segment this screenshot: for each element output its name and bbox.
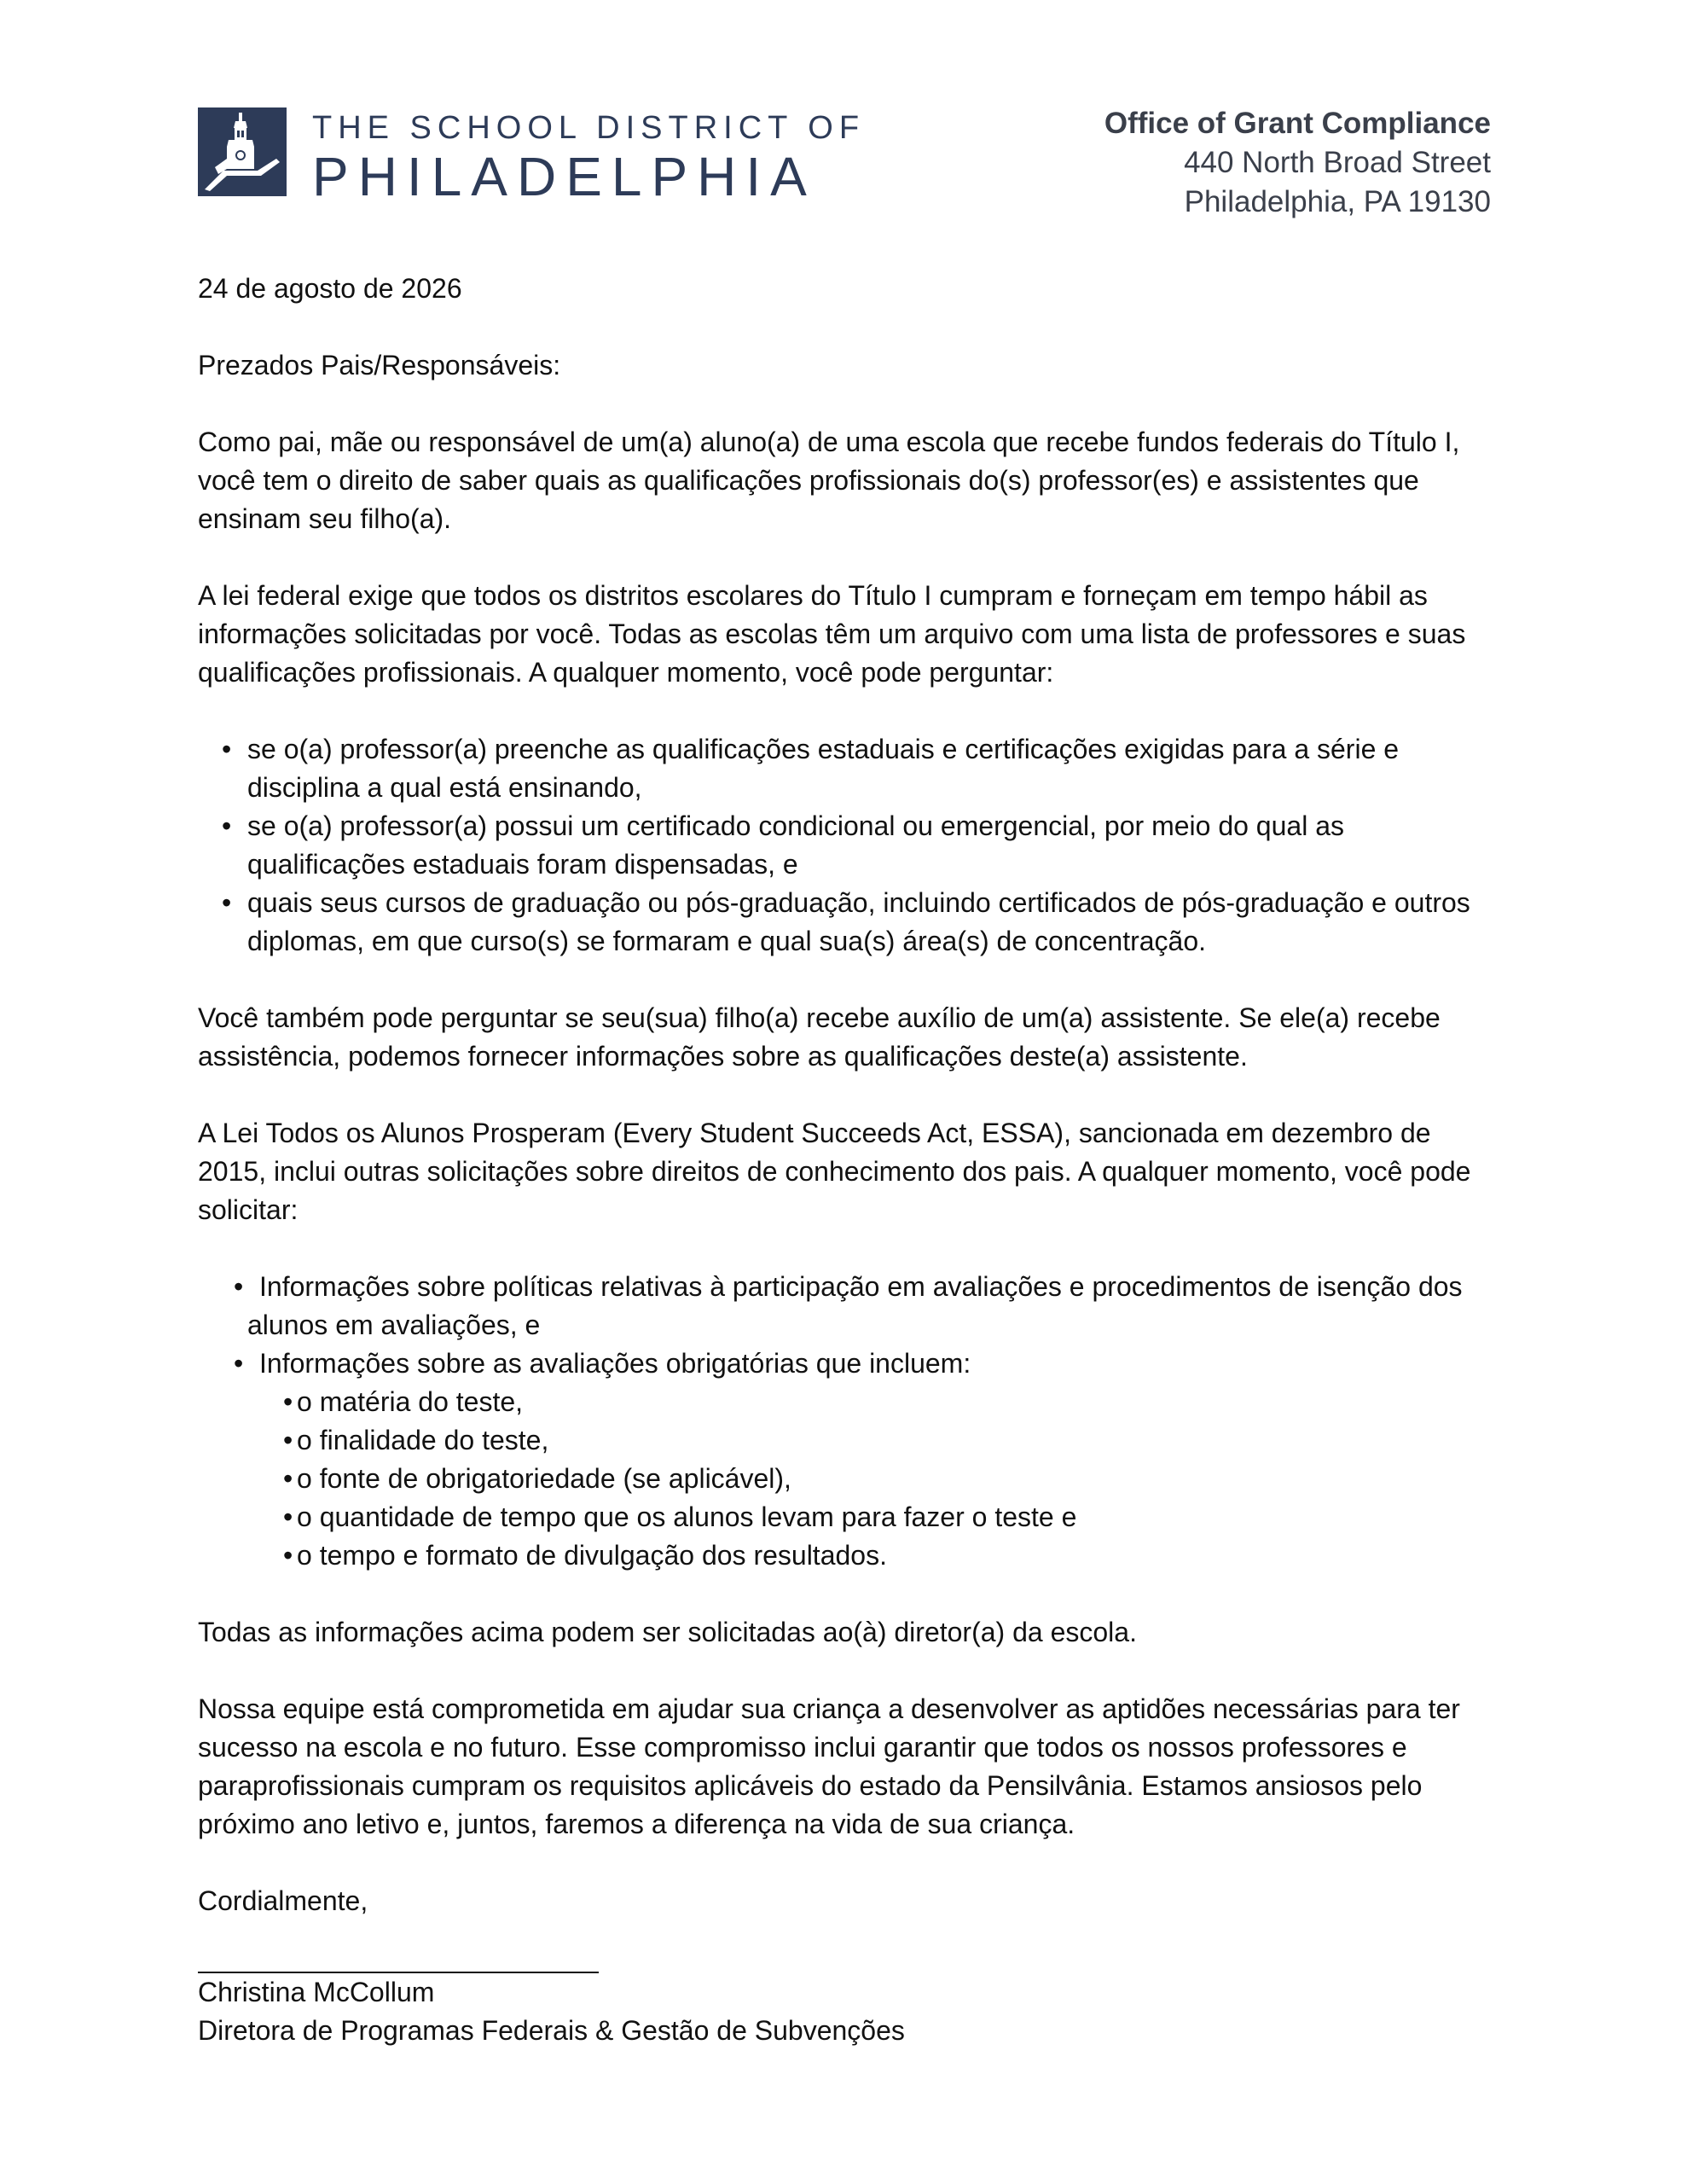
essa-requests-list — [198, 1268, 1503, 1575]
logo-wordmark — [312, 107, 865, 205]
office-name: Office of Grant Compliance — [1104, 107, 1491, 140]
sub-list-item: • o matéria do teste, — [247, 1383, 1503, 1421]
logo-line-1: THE SCHOOL DISTRICT OF — [312, 110, 866, 146]
letterhead — [198, 104, 1491, 218]
paragraph-1: Como pai, mãe ou responsável de um(a) aluno(a) de uma escola que recebe fundos federais do Título I, você tem o direito de saber quais as qualificações profissionais do(s) professor(es) e assistentes que ensinam seu filho(a). — [198, 427, 1460, 534]
signature-block — [198, 1973, 1503, 2050]
salutation: Prezados Pais/Responsáveis: — [198, 350, 561, 380]
list-item-text: Informações sobre políticas relativas à participação em avaliações e procedimentos de isenção dos alunos em avaliações, e — [247, 1271, 1463, 1340]
list-item: • se o(a) professor(a) preenche as qualificações estaduais e certificações exigidas para a série e disciplina a qual está ensinando, — [198, 730, 1503, 807]
signer-name: Christina McCollum — [198, 1977, 435, 2007]
paragraph-6: Nossa equipe está comprometida em ajudar sua criança a desenvolver as aptidões necessárias para ter sucesso na escola e no futuro. Esse compromisso inclui garantir que todos os nossos professores e paraprofissionais cumpram os requisitos aplicáveis do estado da Pensilvânia. Estamos ansiosos pelo próximo ano letivo e, juntos, faremos a diferença na vida de sua criança. — [198, 1693, 1460, 1839]
district-logo — [198, 107, 865, 205]
address-line-2: Philadelphia, PA 19130 — [1184, 185, 1491, 218]
office-address — [1104, 104, 1491, 222]
list-item-text: Informações sobre as avaliações obrigatórias que incluem: — [259, 1348, 971, 1379]
logo-line-2: PHILADELPHIA — [312, 146, 816, 207]
letter-date: 24 de agosto de 2026 — [198, 273, 462, 304]
paragraph-2: A lei federal exige que todos os distritos escolares do Título I cumpram e forneçam em tempo hábil as informações solicitadas por você. Todas as escolas têm um arquivo com uma lista de professores e suas qualificações profissionais. A qualquer momento, você pode perguntar: — [198, 580, 1466, 688]
sub-list-item: • o fonte de obrigatoriedade (se aplicável), — [247, 1460, 1503, 1498]
letter-body — [198, 270, 1503, 2050]
sub-list-item: • o finalidade do teste, — [247, 1421, 1503, 1460]
list-item: • se o(a) professor(a) possui um certificado condicional ou emergencial, por meio do qual as qualificações estaduais foram dispensadas, e — [198, 807, 1503, 884]
paragraph-3: Você também pode perguntar se seu(sua) filho(a) recebe auxílio de um(a) assistente. Se ele(a) recebe assistência, podemos fornecer informações sobre as qualificações deste(a) assistente. — [198, 1002, 1441, 1072]
list-item: • quais seus cursos de graduação ou pós-graduação, incluindo certificados de pós-graduação e outros diplomas, em que curso(s) se formaram e qual sua(s) área(s) de concentração. — [198, 884, 1503, 961]
independence-hall-logo-icon — [198, 107, 287, 196]
list-item — [198, 1268, 1503, 1345]
sub-list-item: • o quantidade de tempo que os alunos levam para fazer o teste e — [247, 1498, 1503, 1536]
assessment-details-list — [247, 1383, 1503, 1575]
paragraph-5: Todas as informações acima podem ser solicitadas ao(à) diretor(a) da escola. — [198, 1617, 1137, 1647]
teacher-questions-list — [198, 730, 1503, 961]
paragraph-4: A Lei Todos os Alunos Prosperam (Every Student Succeeds Act, ESSA), sancionada em dezembro de 2015, inclui outras solicitações sobre direitos de conhecimento dos pais. A qualquer momento, você pode solicitar: — [198, 1118, 1471, 1225]
sub-list-item: • o tempo e formato de divulgação dos resultados. — [247, 1536, 1503, 1575]
address-line-1: 440 North Broad Street — [1184, 146, 1491, 179]
closing: Cordialmente, — [198, 1885, 368, 1916]
signer-title: Diretora de Programas Federais & Gestão de Subvenções — [198, 2015, 905, 2046]
list-item — [198, 1345, 1503, 1575]
